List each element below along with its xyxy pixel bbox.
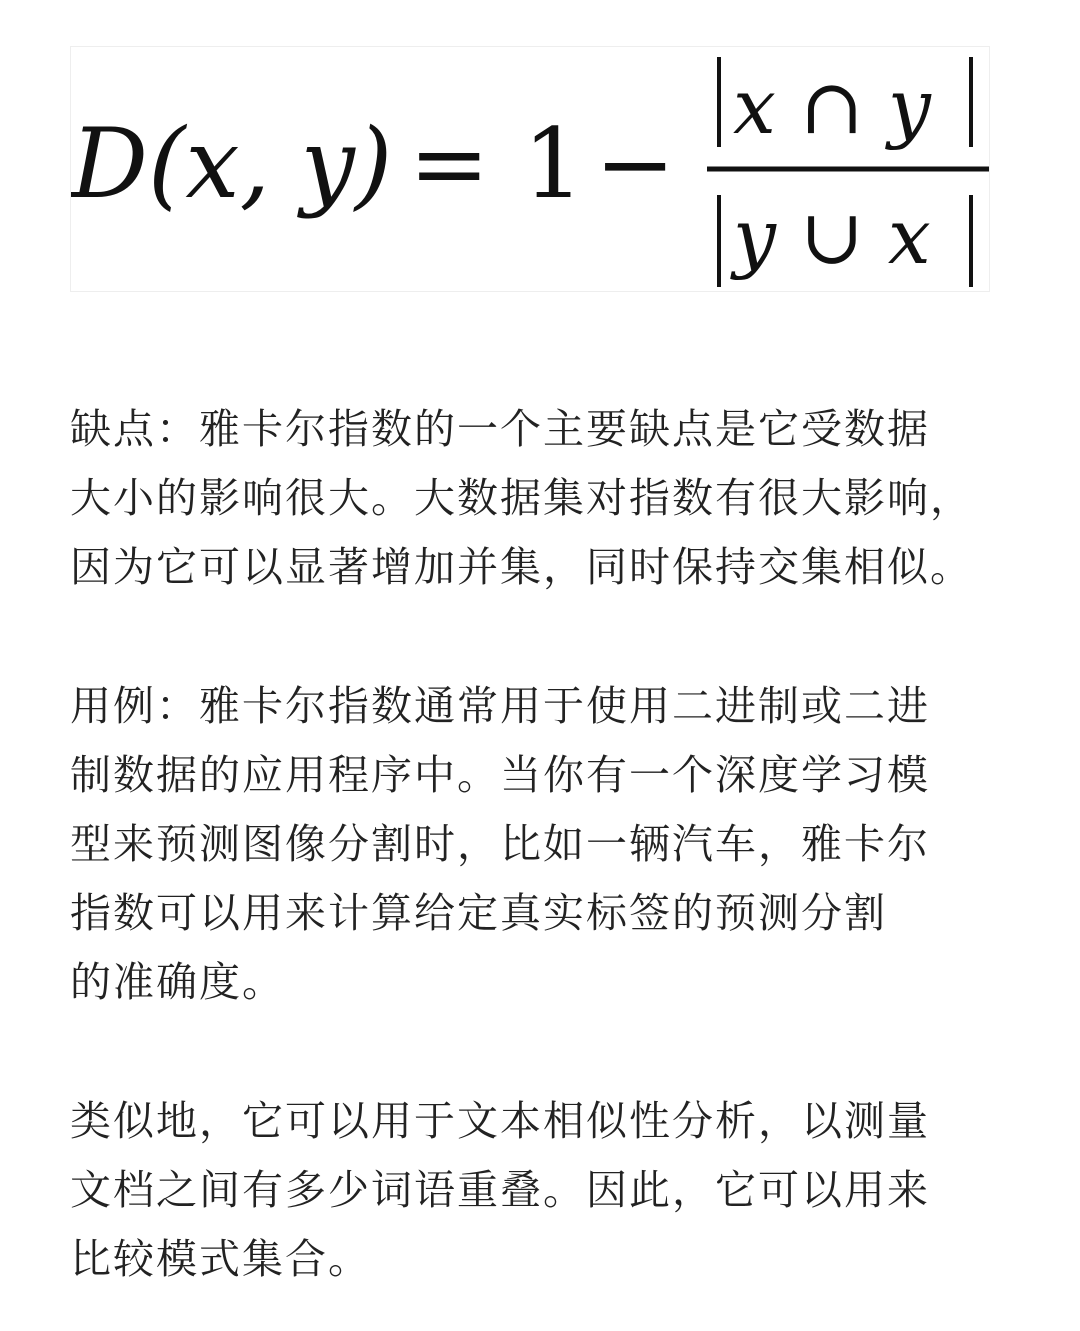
formula-lhs: D(x, y) <box>71 108 393 220</box>
paragraph-line: 指数可以用来计算给定真实标签的预测分割 <box>70 889 887 937</box>
paragraph-line: 大小的影响很大。大数据集对指数有很大影响， <box>70 474 973 522</box>
paragraph-line: 制数据的应用程序中。当你有一个深度学习模 <box>70 751 930 799</box>
formula-equals: = <box>409 108 490 220</box>
formula-minus: − <box>595 108 676 220</box>
paragraph-use-case <box>70 672 930 1017</box>
paragraph-line: 因为它可以显著增加并集，同时保持交集相似。 <box>70 543 973 591</box>
formula-numerator: x ∩ y <box>733 62 931 151</box>
formula-image <box>70 46 990 292</box>
paragraph-drawback <box>70 395 973 602</box>
paragraph-line: 文档之间有多少词语重叠。因此，它可以用来 <box>70 1166 930 1214</box>
paragraph-line: 用例：雅卡尔指数通常用于使用二进制或二进 <box>70 682 930 730</box>
formula-denominator: y ∪ x <box>733 192 931 281</box>
paragraph-line: 的准确度。 <box>70 958 285 1006</box>
paragraph-line: 类似地，它可以用于文本相似性分析，以测量 <box>70 1097 930 1145</box>
jaccard-distance-formula <box>71 47 991 293</box>
paragraph-text-similarity <box>70 1087 930 1294</box>
paragraph-line: 型来预测图像分割时，比如一辆汽车，雅卡尔 <box>70 820 930 868</box>
formula-one: 1 <box>523 108 585 220</box>
paragraph-line: 缺点：雅卡尔指数的一个主要缺点是它受数据 <box>70 405 930 453</box>
paragraph-line: 比较模式集合。 <box>70 1235 371 1283</box>
